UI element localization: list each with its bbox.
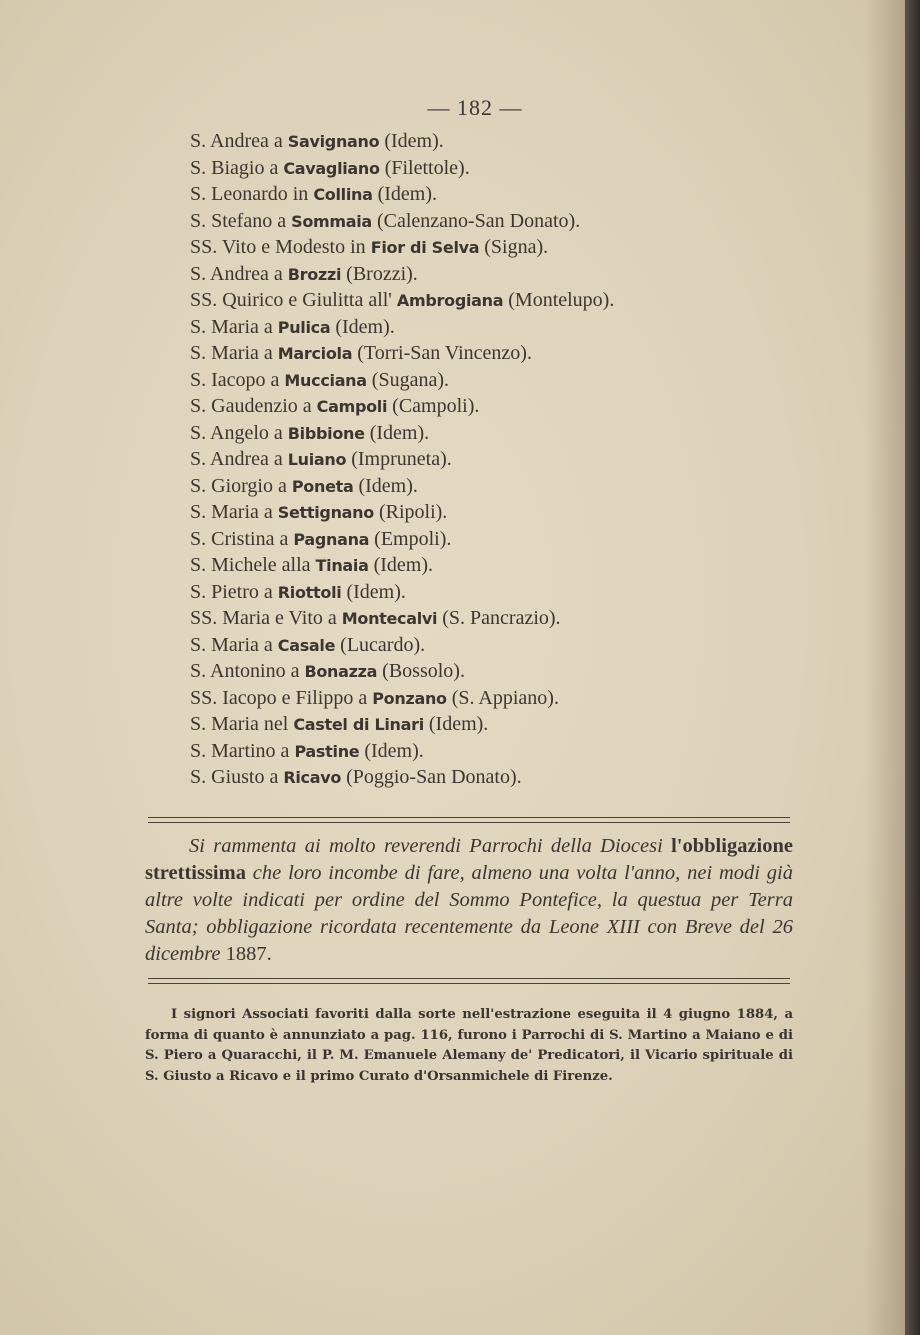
entry-place: Marciola bbox=[277, 344, 353, 363]
entry-suffix: (Idem). bbox=[364, 739, 424, 762]
entry-suffix: (Calenzano-San Donato). bbox=[376, 209, 581, 232]
entry-prefix: S. Maria a bbox=[190, 315, 273, 338]
notice-text-bold: l'obbligazione strettissima bbox=[145, 835, 793, 884]
entry-place: Tinaia bbox=[315, 556, 369, 575]
entry-prefix: S. Maria a bbox=[190, 342, 273, 364]
entry-place: Collina bbox=[313, 185, 373, 204]
entry-suffix: (Idem). bbox=[377, 183, 438, 205]
parish-entry bbox=[190, 446, 830, 473]
entry-suffix: (Idem). bbox=[346, 580, 406, 603]
entry-prefix: S. Maria nel bbox=[190, 713, 289, 735]
entry-suffix: (Idem). bbox=[369, 421, 430, 444]
parish-entry bbox=[190, 738, 830, 765]
entry-place: Fior di Selva bbox=[370, 238, 480, 257]
entry-suffix: (Empoli). bbox=[374, 527, 452, 550]
entry-place: Ponzano bbox=[372, 688, 447, 708]
entry-prefix: S. Giorgio a bbox=[190, 474, 287, 497]
entry-prefix: S. Iacopo a bbox=[190, 368, 280, 391]
parish-entry bbox=[190, 340, 830, 367]
parish-entry bbox=[190, 632, 830, 659]
entry-suffix: (Idem). bbox=[384, 130, 444, 152]
entry-prefix: S. Andrea a bbox=[190, 130, 283, 152]
entry-prefix: SS. Vito e Modesto in bbox=[190, 236, 366, 258]
entry-prefix: S. Stefano a bbox=[190, 209, 287, 232]
page-number: — 182 — bbox=[427, 95, 523, 120]
entry-prefix: S. Leonardo in bbox=[190, 183, 309, 205]
entry-place: Pastine bbox=[294, 741, 360, 761]
entry-place: Campoli bbox=[316, 397, 388, 416]
entry-suffix: (Sugana). bbox=[371, 368, 449, 391]
entry-suffix: (Idem). bbox=[428, 713, 489, 735]
footnote-paragraph: I signori Associati favoriti dalla sorte nell'estrazione eseguita il 4 giugno 1884, a forma di quanto è annunziato a pag. 116, furono i Parrochi di S. Martino a Maiano e di S. Piero a Quaracchi, il P. M. Emanuele Alemany de' Predicatori, il Vicario spirituale di S. Giusto a Ricavo e il primo Curato d'Orsanmichele di Firenze. bbox=[145, 1007, 793, 1084]
entry-place: Casale bbox=[277, 635, 336, 655]
entry-place: Bibbione bbox=[287, 423, 365, 443]
parish-entry bbox=[190, 764, 830, 791]
parish-entry bbox=[190, 367, 830, 394]
entry-place: Riottoli bbox=[277, 582, 342, 602]
entry-place: Pagnana bbox=[293, 529, 370, 549]
parish-list bbox=[190, 128, 830, 791]
entry-prefix: S. Biagio a bbox=[190, 156, 279, 179]
entry-place: Luiano bbox=[287, 450, 347, 469]
entry-suffix: (Filettole). bbox=[384, 156, 470, 179]
entry-place: Ricavo bbox=[283, 768, 342, 787]
entry-place: Pulica bbox=[277, 317, 331, 337]
entry-suffix: (Ripoli). bbox=[378, 501, 448, 523]
notice-text-2: che loro incombe di fare, almeno una volta l'anno, nei modi già altre volte indicati per ordine del Sommo Pontefice, la questua per Terra Santa; obbligazione ricordata recentemente da Leone XIII con Breve del 26 dicembre bbox=[145, 862, 793, 965]
notice-year: 1887. bbox=[225, 943, 272, 965]
parish-entry bbox=[190, 208, 830, 235]
entry-place: Brozzi bbox=[287, 264, 342, 284]
parish-entry bbox=[190, 287, 830, 314]
entry-suffix: (Campoli). bbox=[392, 395, 480, 417]
entry-suffix: (Torri-San Vincenzo). bbox=[357, 342, 532, 364]
parish-entry bbox=[190, 579, 830, 606]
entry-suffix: (Poggio-San Donato). bbox=[346, 766, 522, 788]
entry-prefix: SS. Quirico e Giulitta all' bbox=[190, 289, 392, 311]
entry-prefix: SS. Iacopo e Filippo a bbox=[190, 686, 368, 709]
parish-entry bbox=[190, 261, 830, 288]
entry-prefix: S. Martino a bbox=[190, 739, 290, 762]
entry-suffix: (Idem). bbox=[373, 554, 434, 576]
parish-entry bbox=[190, 711, 830, 738]
entry-prefix: SS. Maria e Vito a bbox=[190, 607, 337, 629]
parish-entry bbox=[190, 181, 830, 208]
parish-entry bbox=[190, 128, 830, 155]
entry-prefix: S. Angelo a bbox=[190, 421, 283, 444]
notice-text-1: Si rammenta ai molto reverendi Parrochi della Diocesi bbox=[189, 835, 663, 857]
entry-suffix: (Impruneta). bbox=[351, 448, 452, 470]
entry-place: Cavagliano bbox=[283, 158, 380, 178]
parish-entry bbox=[190, 552, 830, 579]
entry-place: Savignano bbox=[287, 132, 380, 151]
entry-place: Mucciana bbox=[284, 370, 367, 390]
entry-suffix: (Brozzi). bbox=[346, 262, 418, 285]
entry-prefix: S. Andrea a bbox=[190, 262, 283, 285]
entry-prefix: S. Gaudenzio a bbox=[190, 395, 312, 417]
page-edge-shadow bbox=[865, 0, 905, 1335]
entry-place: Sommaia bbox=[291, 211, 372, 231]
entry-suffix: (Montelupo). bbox=[508, 289, 615, 311]
top-double-rule bbox=[148, 817, 790, 823]
entry-place: Bonazza bbox=[304, 662, 378, 681]
parish-entry bbox=[190, 393, 830, 420]
book-spine bbox=[905, 0, 920, 1335]
entry-prefix: S. Maria a bbox=[190, 501, 273, 523]
parish-entry bbox=[190, 473, 830, 500]
entry-prefix: S. Andrea a bbox=[190, 448, 283, 470]
entry-place: Poneta bbox=[291, 476, 354, 496]
entry-prefix: S. Giusto a bbox=[190, 766, 279, 788]
entry-suffix: (Idem). bbox=[358, 474, 418, 497]
parish-entry bbox=[190, 420, 830, 447]
entry-prefix: S. Cristina a bbox=[190, 527, 289, 550]
parish-entry bbox=[190, 155, 830, 182]
entry-prefix: S. Michele alla bbox=[190, 554, 311, 576]
entry-suffix: (Lucardo). bbox=[340, 633, 426, 656]
entry-prefix: S. Maria a bbox=[190, 633, 273, 656]
entry-suffix: (Signa). bbox=[484, 236, 549, 258]
parish-entry bbox=[190, 658, 830, 685]
entry-suffix: (S. Pancrazio). bbox=[442, 607, 561, 629]
entry-place: Settignano bbox=[277, 503, 374, 522]
entry-suffix: (Bossolo). bbox=[382, 660, 465, 682]
entry-place: Castel di Linari bbox=[293, 715, 424, 734]
entry-prefix: S. Antonino a bbox=[190, 660, 300, 682]
parish-entry bbox=[190, 526, 830, 553]
bottom-double-rule bbox=[148, 978, 790, 984]
entry-place: Ambrogiana bbox=[396, 291, 504, 310]
entry-place: Montecalvi bbox=[341, 609, 438, 628]
parish-entry bbox=[190, 314, 830, 341]
parish-entry bbox=[190, 499, 830, 526]
parish-entry bbox=[190, 685, 830, 712]
entry-suffix: (Idem). bbox=[335, 315, 395, 338]
entry-prefix: S. Pietro a bbox=[190, 580, 273, 603]
entry-suffix: (S. Appiano). bbox=[451, 686, 559, 709]
parish-entry bbox=[190, 234, 830, 261]
parish-entry bbox=[190, 605, 830, 632]
notice-paragraph bbox=[145, 833, 793, 968]
